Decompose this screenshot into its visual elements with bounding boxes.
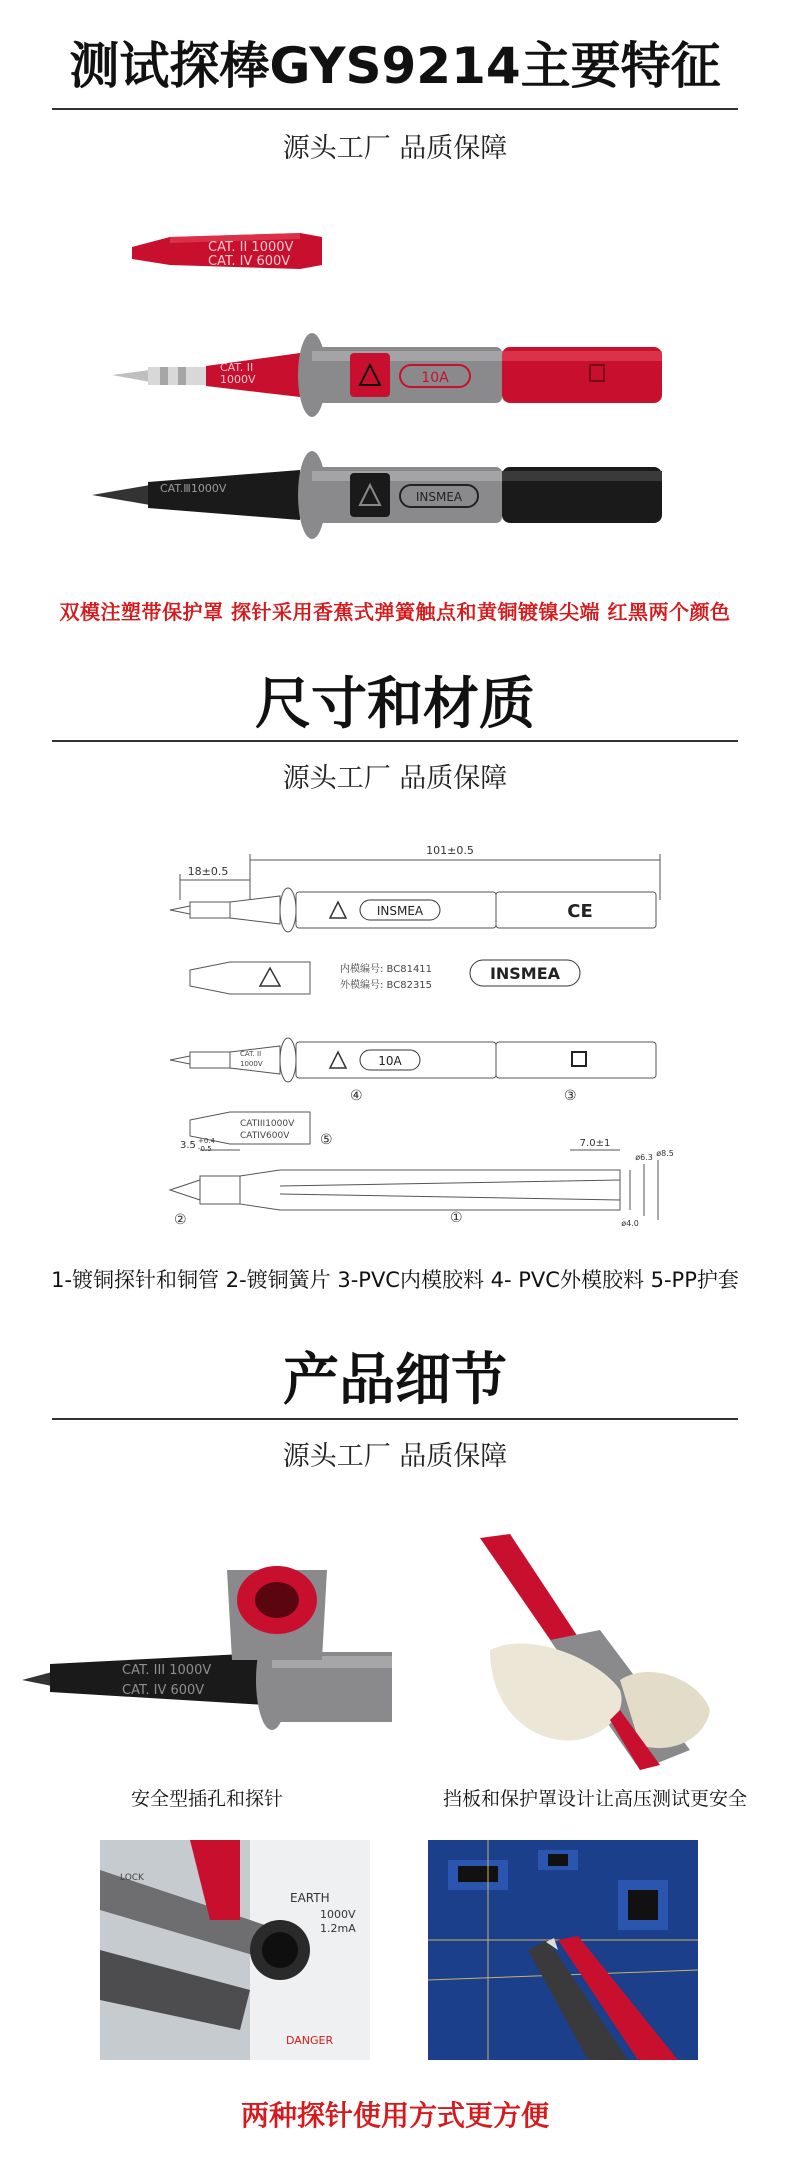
red-tip-text-2: 1000V xyxy=(220,373,256,386)
photo1-caption: 安全型插孔和探针 xyxy=(130,1788,283,1810)
section-subtitle: 源头工厂 品质保障 xyxy=(282,133,508,164)
photo3-earth: EARTH xyxy=(290,1891,330,1905)
drawing-rating: 10A xyxy=(378,1054,402,1068)
drawing-brand-large: INSMEA xyxy=(489,964,561,983)
inner-mold-number: 内模编号: BC81411 xyxy=(340,964,433,975)
drawing-cat-2: 1000V xyxy=(240,1060,263,1068)
dim-length: 101±0.5 xyxy=(426,844,474,857)
section-title-dimensions: 尺寸和材质 xyxy=(255,672,535,737)
black-tip-text: CAT.Ⅲ1000V xyxy=(160,482,227,495)
technical-drawing xyxy=(160,830,680,1230)
drawing-cap-label-2: CATIV600V xyxy=(240,1131,290,1141)
dim-d85: ø8.5 xyxy=(656,1149,674,1158)
photo-hand-probe xyxy=(470,1530,720,1770)
material-legend: 1-镀铜探针和铜管 2-镀铜簧片 3-PVC内模胶料 4- PVC外模胶料 5-PP护套 xyxy=(51,1268,739,1292)
photo1-text-2: CAT. IV 600V xyxy=(122,1683,205,1698)
probe-product-image xyxy=(90,225,720,545)
feature-description: 双模注塑带保护罩 探针采用香蕉式弹簧触点和黄铜镀镍尖端 红黑两个颜色 xyxy=(59,600,731,624)
section-subtitle: 源头工厂 品质保障 xyxy=(282,1441,508,1472)
dim-7: 7.0±1 xyxy=(579,1138,611,1149)
drawing-brand: INSMEA xyxy=(376,904,424,918)
cap-text-1: CAT. II 1000V xyxy=(208,240,294,255)
photo3-amp: 1.2mA xyxy=(320,1922,356,1935)
photo2-caption: 挡板和保护罩设计让高压测试更安全 xyxy=(442,1788,747,1810)
photo3-volt: 1000V xyxy=(320,1908,356,1921)
dim-d63: ø6.3 xyxy=(635,1153,653,1162)
callout-2: ② xyxy=(174,1212,187,1228)
section-title-details: 产品细节 xyxy=(283,1348,507,1413)
dim-small-tol-bot: -0.5 xyxy=(198,1145,212,1153)
photo3-lock: LOCK xyxy=(120,1873,144,1883)
photo-pcb-probe xyxy=(428,1840,698,2060)
drawing-cap-label-1: CATIII1000V xyxy=(240,1119,295,1129)
ce-mark: CE xyxy=(567,901,593,922)
black-test-probe xyxy=(92,451,662,539)
title-divider xyxy=(52,108,738,110)
callout-5: ⑤ xyxy=(320,1132,333,1148)
dim-small: 3.5 xyxy=(180,1140,196,1151)
photo3-danger: DANGER xyxy=(286,2034,334,2047)
red-protective-cap xyxy=(132,233,322,269)
drawing-cat-1: CAT. II xyxy=(240,1050,262,1058)
dim-d4: ø4.0 xyxy=(621,1219,639,1228)
footer-slogan: 两种探针使用方式更方便 xyxy=(240,2099,549,2132)
photo-safety-socket xyxy=(22,1560,392,1740)
title-divider xyxy=(52,740,738,742)
section-title-features: 测试探棒GYS9214主要特征 xyxy=(69,37,721,95)
callout-4: ④ xyxy=(350,1088,363,1104)
outer-mold-number: 外模编号: BC82315 xyxy=(340,980,433,991)
callout-3: ③ xyxy=(564,1088,577,1104)
dim-tip: 18±0.5 xyxy=(187,865,229,878)
red-test-probe xyxy=(112,333,662,417)
title-divider xyxy=(52,1418,738,1420)
black-brand-text: INSMEA xyxy=(415,490,463,504)
red-rating-text: 10A xyxy=(421,370,449,386)
dim-small-tol-top: +0.4 xyxy=(198,1137,215,1145)
red-tip-text-1: CAT. II xyxy=(220,361,254,374)
section-subtitle: 源头工厂 品质保障 xyxy=(282,763,508,794)
cap-text-2: CAT. IV 600V xyxy=(208,254,291,269)
callout-1: ① xyxy=(450,1210,463,1226)
photo-meter-socket xyxy=(100,1840,370,2060)
photo1-text-1: CAT. III 1000V xyxy=(122,1663,212,1678)
